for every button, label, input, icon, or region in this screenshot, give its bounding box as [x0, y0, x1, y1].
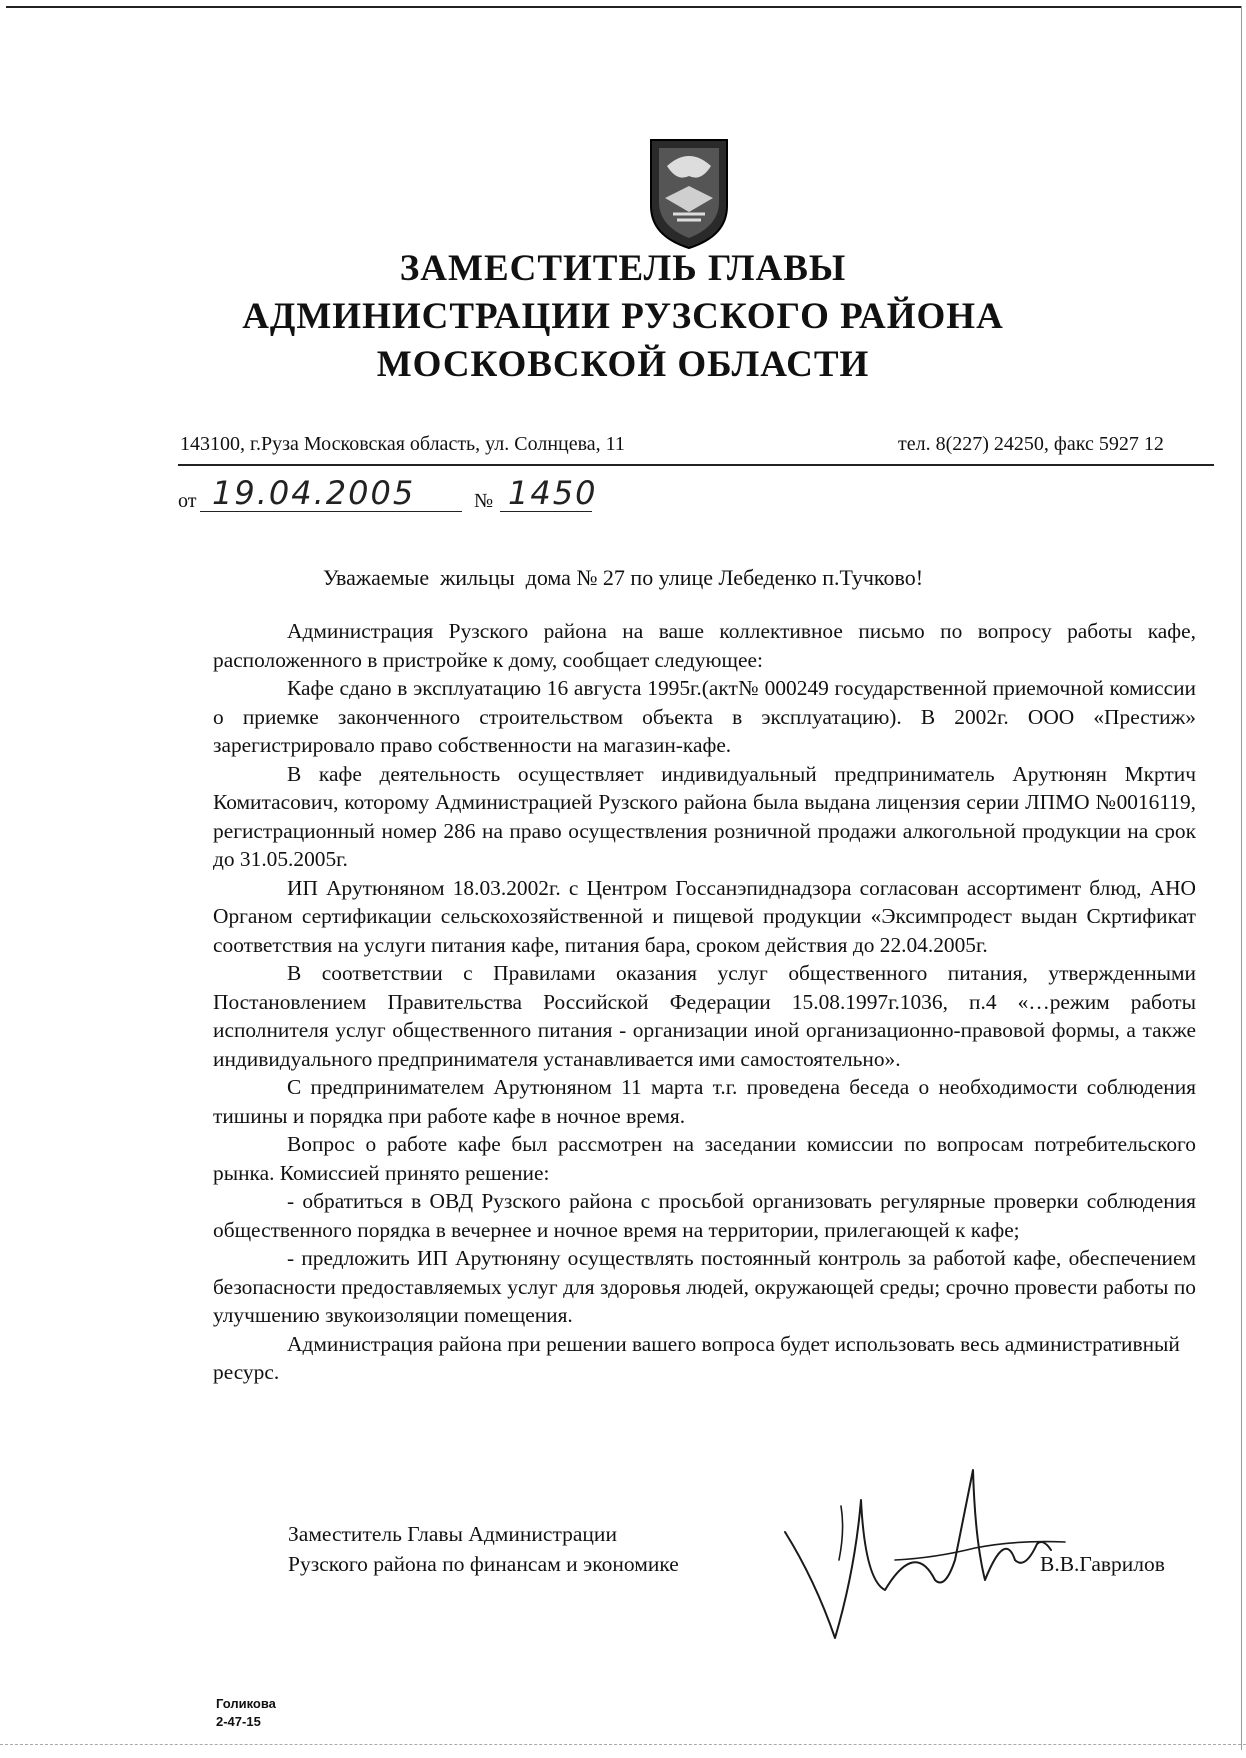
letterhead-title-line2: АДМИНИСТРАЦИИ РУЗСКОГО РАЙОНА	[242, 296, 1004, 337]
registration-number: 1450	[508, 474, 598, 512]
executor-name: Голикова	[216, 1696, 276, 1711]
body-paragraph: Администрация Рузского района на ваше коллективное письмо по вопросу работы кафе, расположенного в пристройке к дому, сообщает следующее:	[213, 619, 1196, 672]
date-underline	[200, 511, 462, 512]
body-paragraph: Кафе сдано в эксплуатацию 16 августа 1995г.(акт№ 000249 государственной приемочной комиссии о приемке законченного строительством объекта в эксплуатацию). В 2002г. ООО «Престиж» зарегистрировало право собственности на магазин-кафе.	[213, 676, 1196, 757]
body-paragraph: В соответствии с Правилами оказания услуг общественного питания, утвержденными Постановлением Правительства Российской Федерации 15.08.1997г.1036, п.4 «…режим работы исполнителя услуг общественного питания - организации иной организационно-правовой формы, а также индивидуального предпринимателя устанавливается ими самостоятельно».	[213, 961, 1196, 1071]
number-underline	[500, 511, 592, 512]
signatory-position-line2: Рузского района по финансам и экономике	[288, 1552, 679, 1576]
signatory-name: В.В.Гаврилов	[1040, 1552, 1165, 1576]
executor-phone: 2-47-15	[216, 1714, 261, 1729]
body-paragraph: - предложить ИП Арутюняну осуществлять постоянный контроль за работой кафе, обеспечением безопасности предоставляемых услуг для здоровья людей, окружающей среды; срочно провести работы по улучшению звукоизоляции помещения.	[213, 1246, 1196, 1327]
letterhead-rule	[178, 464, 1214, 466]
body-paragraph: В кафе деятельность осуществляет индивидуальный предприниматель Арутюнян Мкртич Комитасович, которому Администрацией Рузского района была выдана лицензия серии ЛПМО №0016119, регистрационный номер 286 на право осуществления розничной продажи алкогольной продукции на срок до 31.05.2005г.	[213, 761, 1196, 871]
registration-date: 19.04.2005	[212, 474, 416, 512]
body-paragraph: С предпринимателем Арутюняном 11 марта т.г. проведена беседа о необходимости соблюдения тишины и порядка при работе кафе в ночное время.	[213, 1075, 1196, 1128]
salutation: Уважаемые жильцы дома № 27 по улице Лебеденко п.Тучково!	[322, 565, 924, 590]
address: 143100, г.Руза Московская область, ул. Солнцева, 11	[180, 433, 625, 455]
body-paragraph: - обратиться в ОВД Рузского района с просьбой организовать регулярные проверки соблюдения общественного порядка в вечернее и ночное время на территории, прилегающей к кафе;	[213, 1189, 1196, 1242]
signatory-position-line1: Заместитель Главы Администрации	[288, 1522, 617, 1546]
scan-bottom-edge	[0, 1744, 1246, 1745]
body-paragraph: Администрация района при решении вашего вопроса будет использовать весь административный ресурс.	[213, 1331, 1180, 1384]
body-paragraph: Вопрос о работе кафе был рассмотрен на заседании комиссии по вопросам потребительского рынка. Комиссией принято решение:	[213, 1132, 1196, 1185]
date-prefix: от	[178, 490, 197, 512]
letterhead-title-line3: МОСКОВСКОЙ ОБЛАСТИ	[376, 344, 870, 385]
letter-body	[213, 617, 1196, 1387]
scan-top-edge	[6, 6, 1242, 8]
body-paragraph: ИП Арутюняном 18.03.2002г. с Центром Госсанэпиднадзора согласован ассортимент блюд, АНО Органом сертификации сельскохозяйственной и пищевой продукции «Эксимпродест выдан Скртификат соответствия на услуги питания кафе, питания бара, сроком действия до 22.04.2005г.	[213, 875, 1196, 957]
phone-fax: тел. 8(227) 24250, факс 5927 12	[898, 433, 1164, 455]
coat-of-arms-emblem	[647, 136, 731, 250]
letterhead-title-line1: ЗАМЕСТИТЕЛЬ ГЛАВЫ	[399, 248, 847, 289]
number-prefix: №	[474, 490, 494, 512]
handwritten-signature	[775, 1440, 1095, 1640]
